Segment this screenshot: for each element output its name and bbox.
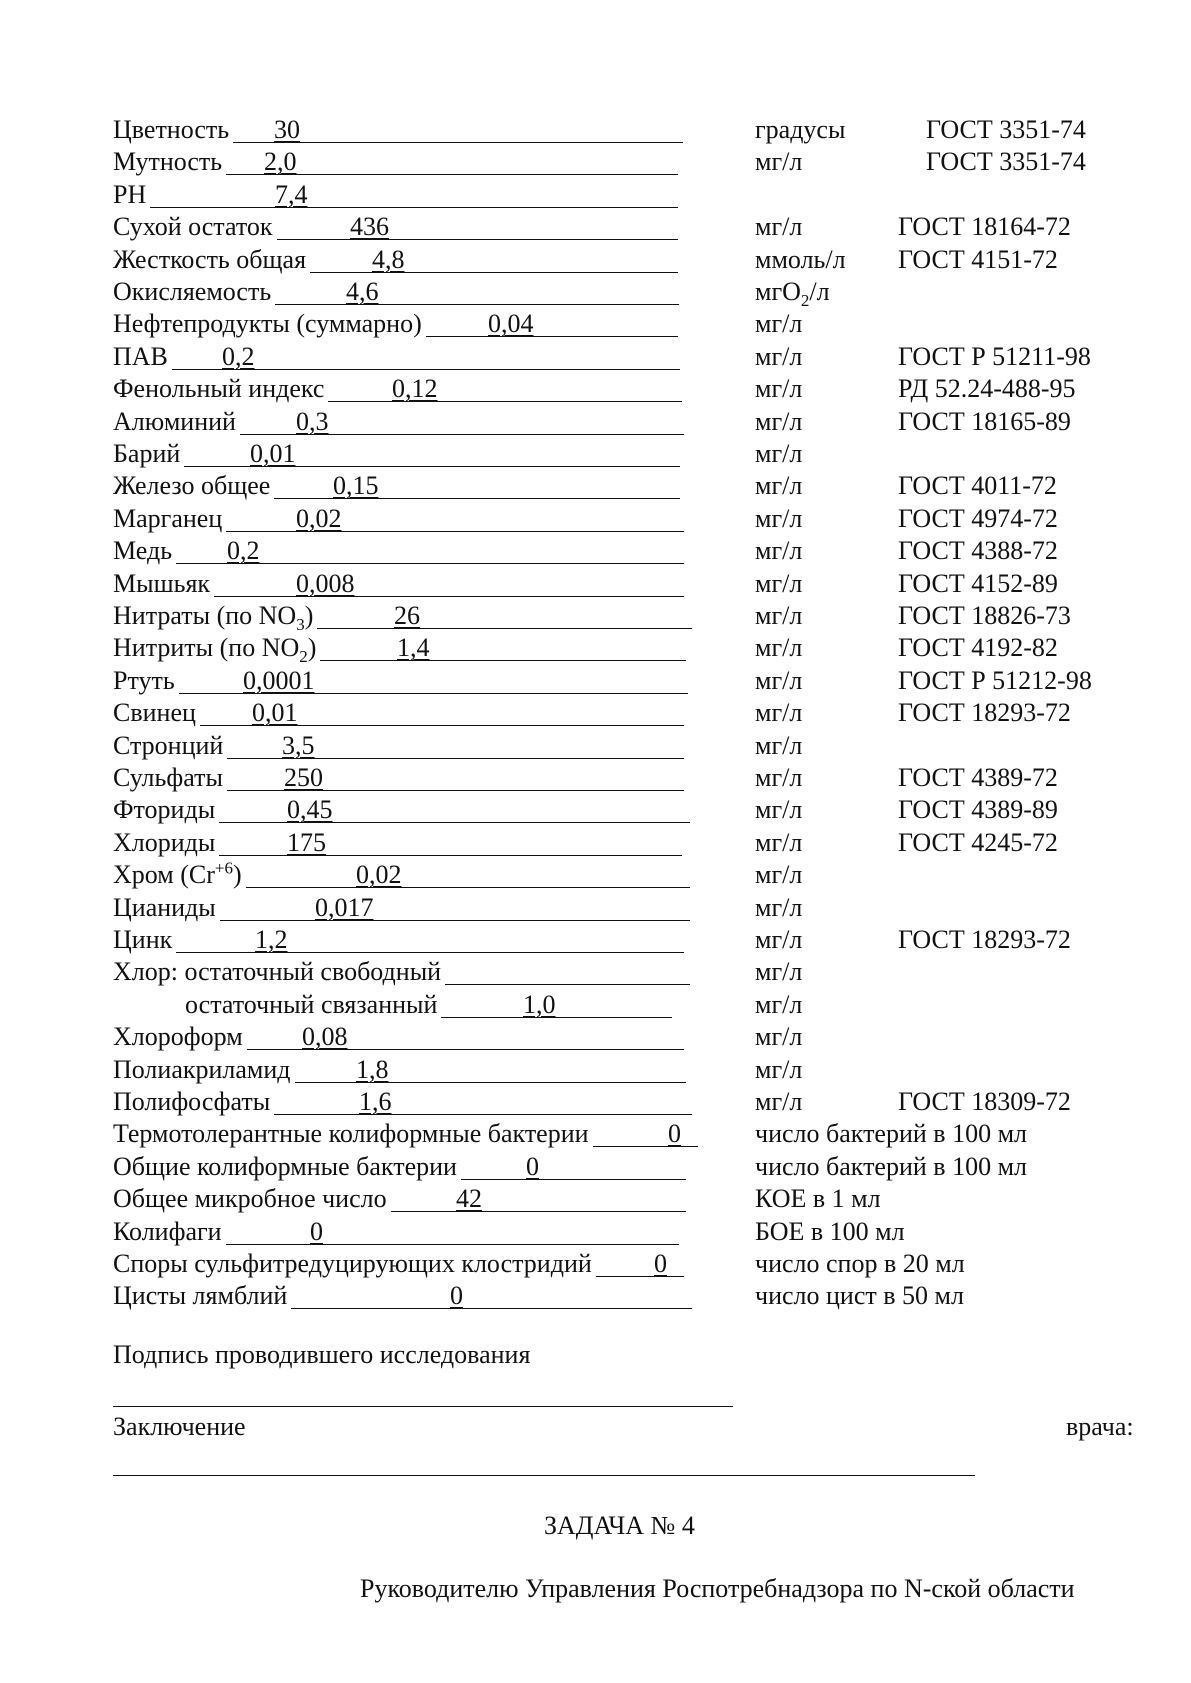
table-row	[0, 892, 1191, 924]
unit-label: мг/л	[755, 633, 803, 663]
parameter-value: 0,15	[333, 471, 379, 501]
addressee-line: Руководителю Управления Роспотребнадзора по N-ской области	[360, 1574, 1075, 1603]
table-row	[0, 1054, 1191, 1086]
fill-line	[226, 531, 684, 532]
table-row	[0, 470, 1191, 502]
parameter-label: Марганец	[113, 503, 223, 533]
parameter-value: 42	[456, 1184, 482, 1214]
unit-label: мг/л	[755, 763, 803, 792]
parameter-value: 1,2	[255, 925, 288, 954]
table-row	[0, 146, 1191, 178]
parameter-label: Медь	[113, 536, 173, 566]
standard-reference: ГОСТ 18309-72	[898, 1087, 1071, 1116]
parameter-value: 436	[350, 212, 389, 242]
fill-line	[317, 628, 692, 629]
parameter-value: 0,0001	[243, 665, 315, 695]
standard-reference: ГОСТ 3351-74	[926, 147, 1086, 177]
standard-reference: ГОСТ Р 51212-98	[898, 665, 1092, 695]
table-row	[0, 373, 1191, 405]
table-row	[0, 211, 1191, 243]
parameter-label: Полиакриламид	[113, 1054, 291, 1084]
unit-label: мг/л	[755, 892, 803, 922]
standard-reference: ГОСТ 4245-72	[898, 827, 1058, 857]
table-row	[0, 1086, 1191, 1118]
unit-label: ммоль/л	[755, 244, 846, 274]
unit-label: мг/л	[755, 568, 803, 598]
parameter-value: 1,8	[356, 1054, 389, 1084]
table-row	[0, 827, 1191, 859]
standard-reference: ГОСТ 4388-72	[898, 536, 1058, 566]
fill-line	[310, 272, 678, 273]
unit-label: мг/л	[755, 212, 803, 242]
standard-reference: ГОСТ 18165-89	[898, 406, 1071, 436]
parameter-label: Хлор: остаточный свободный	[113, 957, 442, 987]
parameter-label: ПАВ	[113, 341, 168, 371]
table-row	[0, 179, 1191, 211]
unit-label: мг/л	[755, 1022, 803, 1052]
unit-label: КОЕ в 1 мл	[755, 1184, 881, 1214]
parameter-value: 1,6	[359, 1087, 392, 1116]
task-title: ЗАДАЧА № 4	[544, 1511, 695, 1540]
standard-reference: ГОСТ 4974-72	[898, 503, 1058, 533]
parameter-value: 1,0	[523, 989, 556, 1019]
table-row	[0, 632, 1191, 667]
standard-reference: ГОСТ 4152-89	[898, 568, 1058, 598]
parameter-label: Полифосфаты	[113, 1087, 271, 1116]
table-row	[0, 1280, 1191, 1312]
fill-line	[233, 142, 683, 143]
parameter-value: 250	[284, 763, 323, 792]
parameter-label: Термотолерантные колиформные бактерии	[113, 1119, 589, 1149]
unit-label: мг/л	[755, 147, 803, 177]
standard-reference: ГОСТ 4389-72	[898, 763, 1058, 792]
conclusion-label: Заключение	[113, 1412, 246, 1441]
fill-line	[426, 336, 678, 337]
fill-line	[445, 984, 690, 985]
parameter-label: Фториды	[113, 795, 216, 825]
unit-label: число бактерий в 100 мл	[755, 1151, 1027, 1181]
parameter-value: 30	[274, 115, 300, 144]
table-row	[0, 1118, 1191, 1150]
parameter-value: 0	[654, 1249, 667, 1278]
fill-line	[295, 1082, 686, 1083]
table-row	[0, 859, 1191, 891]
unit-label: мг/л	[755, 471, 803, 501]
table-row	[0, 244, 1191, 276]
table-row	[0, 1248, 1191, 1280]
parameter-label: остаточный связанный	[185, 989, 438, 1019]
parameter-value: 0	[450, 1281, 463, 1311]
standard-reference: РД 52.24-488-95	[898, 374, 1076, 404]
table-row	[0, 1183, 1191, 1215]
unit-label: мг/л	[755, 860, 803, 890]
parameter-label: Сульфаты	[113, 763, 223, 792]
unit-label: градусы	[755, 115, 846, 144]
fill-line	[441, 1017, 672, 1018]
parameter-value: 0	[310, 1216, 323, 1246]
unit-label: мг/л	[755, 503, 803, 533]
table-row	[0, 114, 1191, 146]
conclusion-line	[113, 1475, 975, 1476]
parameter-label: Нитриты (по $NO_2$)	[113, 633, 317, 667]
parameter-value: 0,2	[227, 536, 260, 566]
standard-reference: ГОСТ 4151-72	[898, 244, 1058, 274]
standard-reference: ГОСТ 18164-72	[898, 212, 1071, 242]
fill-line	[176, 952, 684, 953]
unit-label: мг/л	[755, 925, 803, 954]
parameter-value: 26	[394, 601, 420, 630]
parameter-label: Споры сульфитредуцирующих клостридий	[113, 1249, 592, 1278]
parameter-value: 0,04	[488, 309, 534, 339]
parameter-value: 4,8	[372, 244, 405, 274]
parameter-label: Хлороформ	[113, 1022, 243, 1052]
parameter-label: Жесткость общая	[113, 244, 307, 274]
unit-label: БОЕ в 100 мл	[755, 1216, 905, 1246]
parameter-label: Цинк	[113, 925, 173, 954]
table-row	[0, 503, 1191, 535]
standard-reference: ГОСТ 18293-72	[898, 925, 1071, 954]
unit-label: мг/л	[755, 957, 803, 987]
unit-label: мг/л	[755, 698, 803, 728]
standard-reference: ГОСТ 4389-89	[898, 795, 1058, 825]
parameter-label: Железо общее	[113, 471, 271, 501]
fill-line	[275, 304, 679, 305]
unit-label: мг/л	[755, 827, 803, 857]
unit-label: мг/л	[755, 309, 803, 339]
parameter-value: 0,02	[356, 860, 402, 890]
parameter-label: PH	[113, 179, 147, 209]
table-row	[0, 276, 1191, 311]
parameter-label: Колифаги	[113, 1216, 222, 1246]
standard-reference: ГОСТ 4011-72	[898, 471, 1057, 501]
parameter-label: Стронций	[113, 730, 224, 760]
table-row	[0, 956, 1191, 988]
table-row	[0, 568, 1191, 600]
unit-label: число спор в 20 мл	[755, 1249, 965, 1278]
standard-reference: ГОСТ 3351-74	[926, 115, 1086, 144]
table-row	[0, 924, 1191, 956]
parameter-value: 0,12	[392, 374, 438, 404]
standard-reference: ГОСТ Р 51211-98	[898, 341, 1091, 371]
parameter-label: Сухой остаток	[113, 212, 273, 242]
table-row	[0, 406, 1191, 438]
parameter-value: 0,08	[302, 1022, 348, 1052]
parameter-value: 0,2	[222, 341, 255, 371]
table-row	[0, 794, 1191, 826]
fill-line	[593, 1146, 698, 1147]
unit-label: мг/л	[755, 730, 803, 760]
parameter-value: 0,017	[315, 892, 374, 922]
parameter-value: 2,0	[264, 147, 297, 177]
parameter-label: Нитраты (по $NO_3$)	[113, 601, 314, 635]
unit-label: мг/л	[755, 795, 803, 825]
parameter-value: 1,4	[397, 633, 430, 663]
parameter-label: Алюминий	[113, 406, 236, 436]
table-row	[0, 1151, 1191, 1183]
parameter-label: Общее микробное число	[113, 1184, 387, 1214]
parameter-value: 0,008	[296, 568, 355, 598]
unit-label: мг/л	[755, 1087, 803, 1116]
table-row	[0, 1021, 1191, 1053]
parameter-label: Окисляемость	[113, 277, 272, 306]
fill-line	[320, 660, 686, 661]
fill-line	[291, 1308, 692, 1309]
unit-label: мг/л	[755, 406, 803, 436]
table-row	[0, 762, 1191, 794]
table-row	[0, 438, 1191, 470]
parameter-value: 7,4	[275, 179, 308, 209]
fill-line	[246, 887, 690, 888]
signature-line	[113, 1406, 733, 1407]
parameter-value: 0,02	[296, 503, 342, 533]
parameter-value: 175	[287, 827, 326, 857]
parameter-label: Хлориды	[113, 827, 216, 857]
table-row	[0, 308, 1191, 340]
doctor-label: врача:	[1066, 1412, 1134, 1441]
parameter-label: Мутность	[113, 147, 223, 177]
fill-line	[214, 596, 684, 597]
parameter-value: 0,01	[252, 698, 298, 728]
fill-line	[150, 207, 678, 208]
parameter-label: Ртуть	[113, 665, 175, 695]
fill-line	[328, 401, 682, 402]
unit-label: число цист в 50 мл	[755, 1281, 964, 1311]
parameter-value: 4,6	[346, 277, 379, 306]
unit-label: мгО$_2$/л	[755, 277, 830, 311]
parameter-label: Цианиды	[113, 892, 216, 922]
parameter-label: Цисты лямблий	[113, 1281, 288, 1311]
unit-label: число бактерий в 100 мл	[755, 1119, 1027, 1149]
fill-line	[596, 1276, 684, 1277]
parameter-label: Нефтепродукты (суммарно)	[113, 309, 422, 339]
fill-line	[226, 1244, 679, 1245]
unit-label: мг/л	[755, 601, 803, 630]
table-row	[0, 730, 1191, 762]
fill-line	[220, 920, 690, 921]
table-row	[0, 697, 1191, 729]
table-row	[0, 341, 1191, 373]
unit-label: мг/л	[755, 374, 803, 404]
unit-label: мг/л	[755, 665, 803, 695]
parameter-value: 0,45	[287, 795, 333, 825]
unit-label: мг/л	[755, 536, 803, 566]
parameter-label: Свинец	[113, 698, 196, 728]
fill-line	[274, 1114, 692, 1115]
fill-line	[461, 1179, 686, 1180]
table-row	[0, 600, 1191, 635]
unit-label: мг/л	[755, 989, 803, 1019]
parameter-value: 0,3	[296, 406, 329, 436]
table-row	[0, 665, 1191, 697]
parameter-label: Хром $(Cr^{+6})$	[113, 858, 242, 890]
unit-label: мг/л	[755, 341, 803, 371]
table-row	[0, 989, 1191, 1021]
parameter-value: 0	[668, 1119, 681, 1149]
parameter-value: 0	[526, 1151, 539, 1181]
table-row	[0, 1216, 1191, 1248]
parameter-label: Фенольный индекс	[113, 374, 325, 404]
signature-label: Подпись проводившего исследования	[113, 1340, 531, 1369]
standard-reference: ГОСТ 4192-82	[898, 633, 1058, 663]
standard-reference: ГОСТ 18826-73	[898, 601, 1071, 630]
parameter-label: Мышьяк	[113, 568, 211, 598]
unit-label: мг/л	[755, 439, 803, 468]
fill-line	[277, 239, 678, 240]
parameter-value: 0,01	[250, 439, 296, 468]
parameter-label: Общие колиформные бактерии	[113, 1151, 457, 1181]
parameter-label: Цветность	[113, 115, 230, 144]
table-row	[0, 535, 1191, 567]
parameter-value: 3,5	[282, 730, 315, 760]
fill-line	[391, 1211, 686, 1212]
unit-label: мг/л	[755, 1054, 803, 1084]
standard-reference: ГОСТ 18293-72	[898, 698, 1071, 728]
parameter-label: Барий	[113, 439, 181, 468]
